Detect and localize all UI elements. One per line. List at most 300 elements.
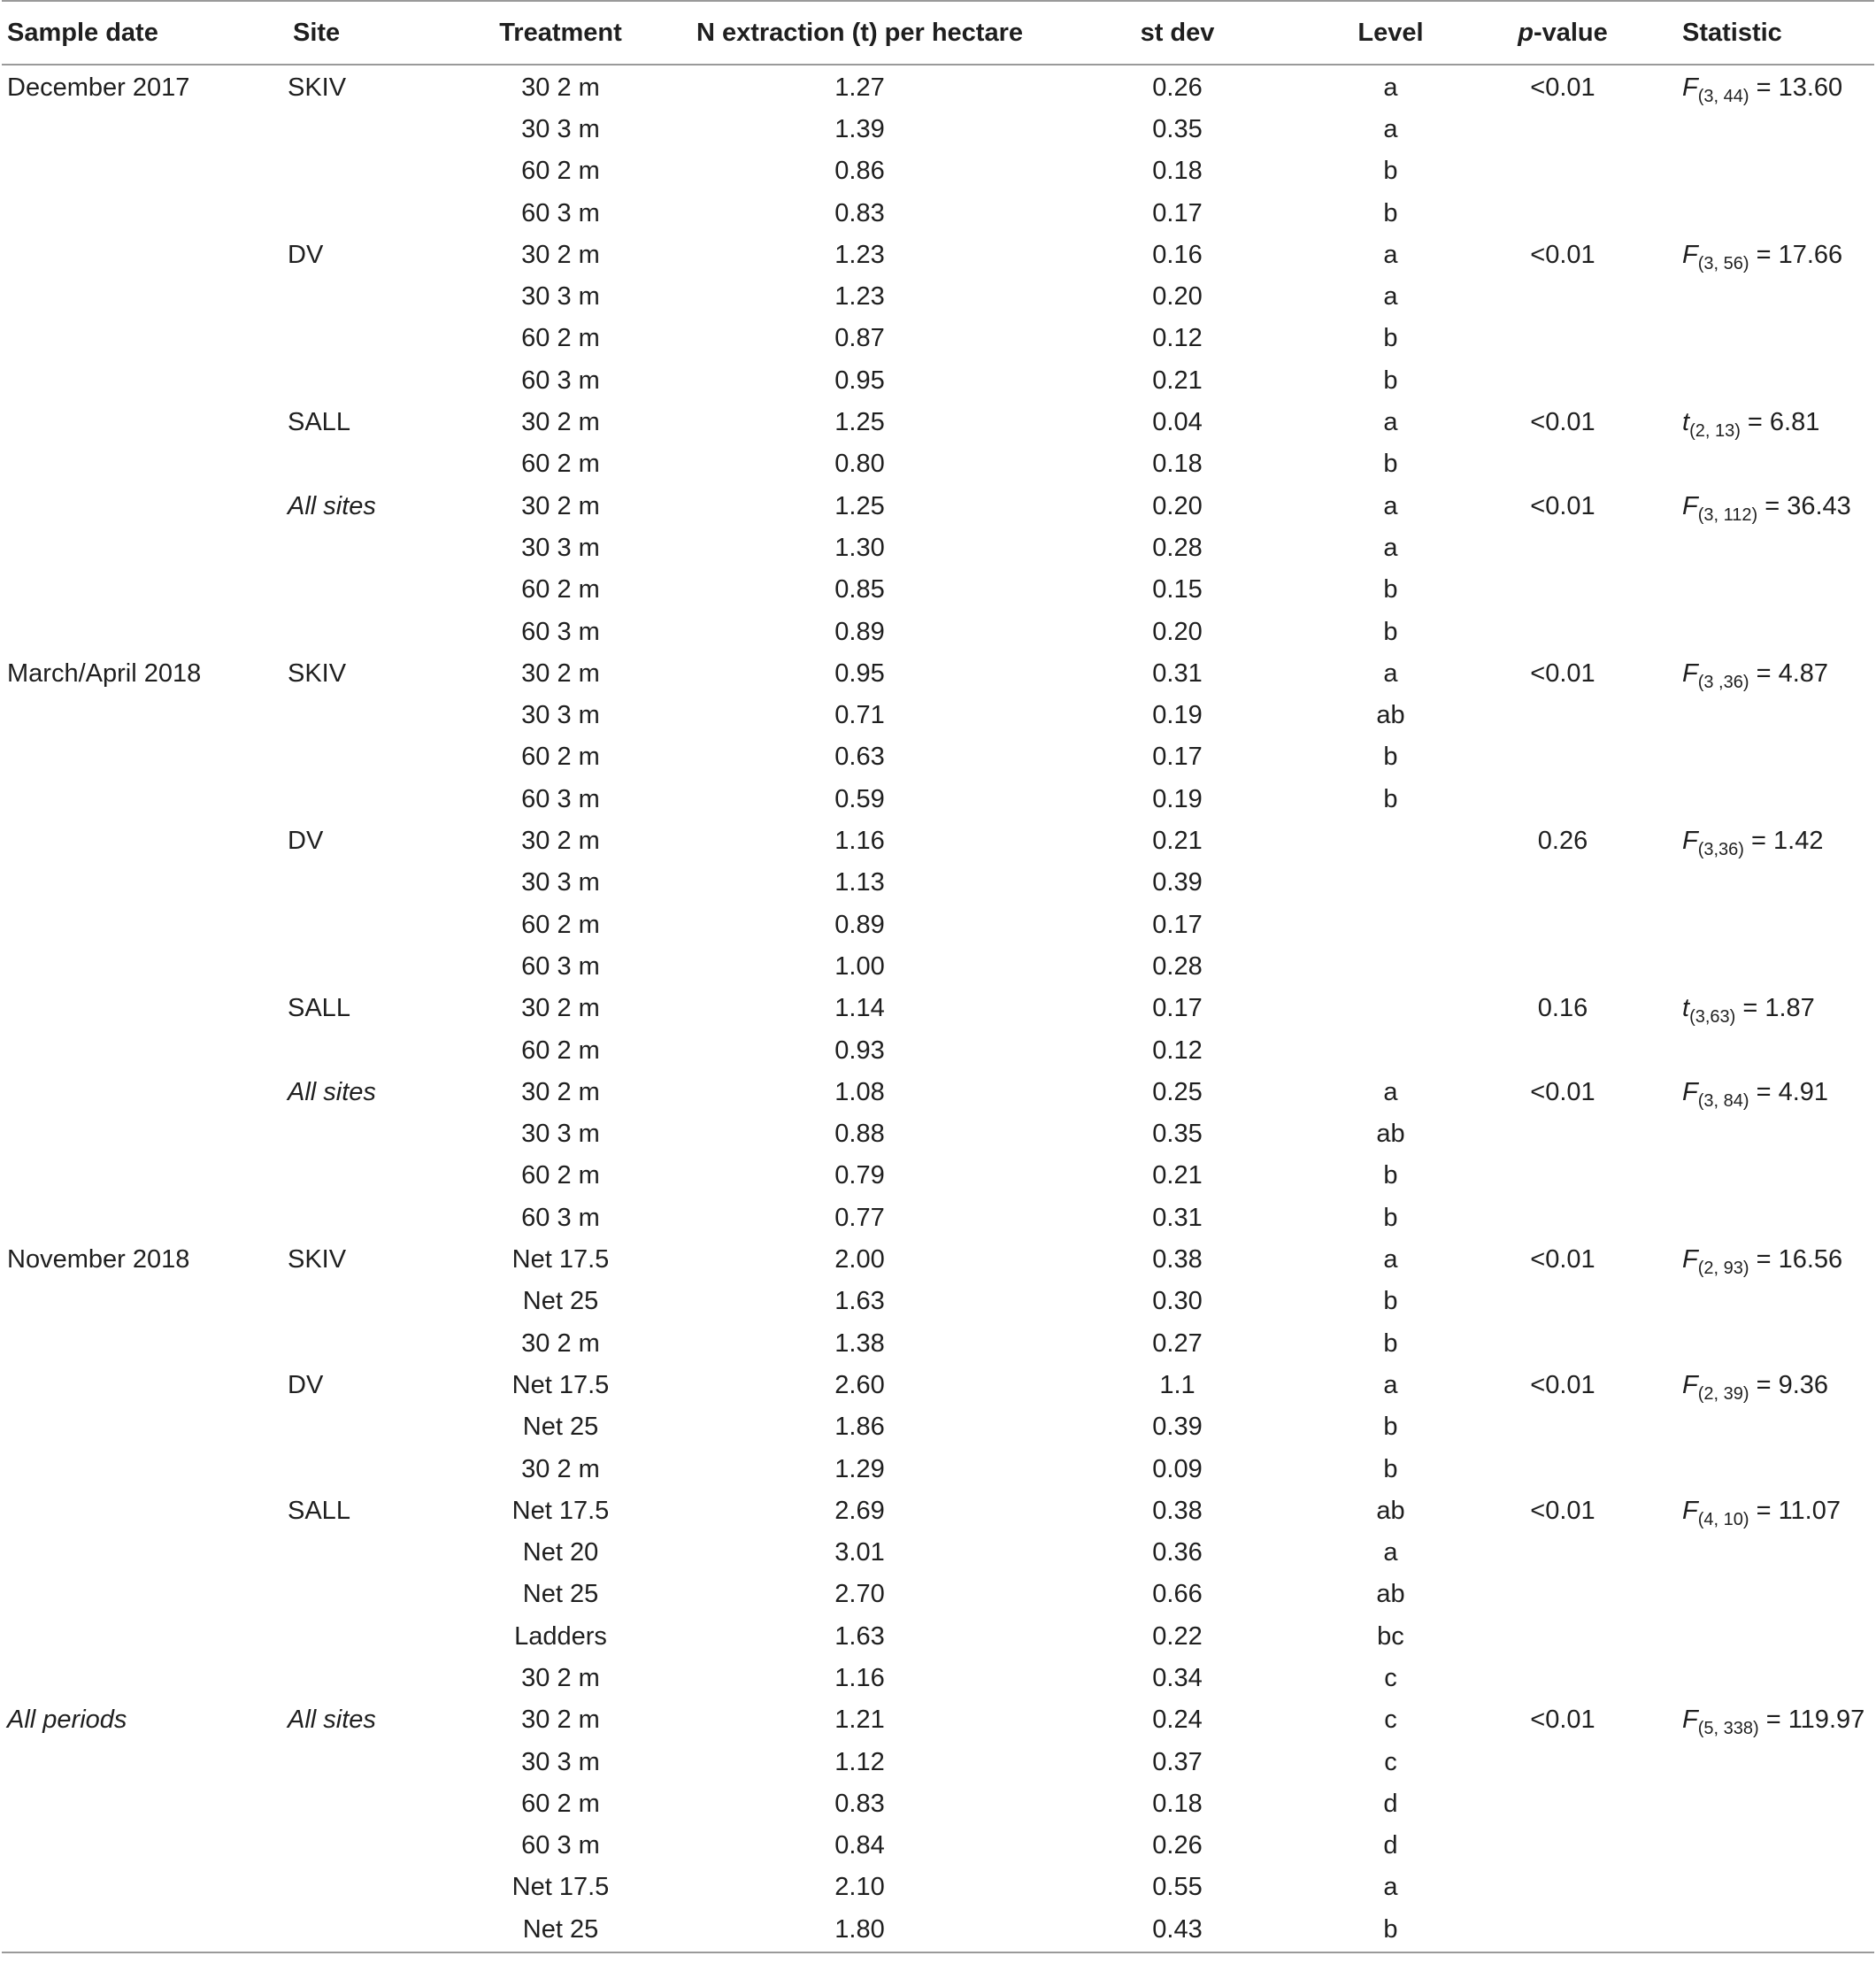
table-row xyxy=(2,1489,1874,1530)
cell-p-value xyxy=(1474,316,1651,358)
cell-site: SKIV xyxy=(288,73,347,102)
cell-level: b xyxy=(1383,1454,1398,1483)
header-row xyxy=(2,1,1874,65)
cell-n-extraction: 1.39 xyxy=(834,115,885,143)
cell-treatment: 30 2 m xyxy=(521,1328,600,1358)
cell-statistic xyxy=(1651,693,1874,735)
cell-n-extraction: 1.25 xyxy=(834,408,885,437)
cell-statistic xyxy=(1651,1572,1874,1613)
cell-st-dev: 0.66 xyxy=(1152,1580,1203,1609)
cell-statistic xyxy=(1651,1028,1874,1070)
statistic-value: = 119.97 xyxy=(1758,1706,1865,1735)
cell-treatment: 60 3 m xyxy=(521,1203,600,1232)
cell-st-dev: 0.26 xyxy=(1152,73,1203,102)
cell-statistic xyxy=(1651,1656,1874,1698)
cell-statistic xyxy=(1651,860,1874,902)
cell-level: a xyxy=(1383,1077,1398,1106)
cell-p-value xyxy=(1474,1907,1651,1952)
cell-site xyxy=(288,358,450,400)
table-row xyxy=(2,693,1874,735)
statistic-df: (4, 10) xyxy=(1697,1509,1749,1529)
table-row xyxy=(2,149,1874,190)
cell-sample-date xyxy=(2,986,288,1028)
cell-level: b xyxy=(1383,366,1398,395)
cell-site xyxy=(288,1153,450,1195)
cell-site: DV xyxy=(288,1370,324,1399)
cell-sample-date xyxy=(2,1405,288,1446)
statistic-df: (3, 112) xyxy=(1697,504,1758,525)
cell-level: b xyxy=(1383,617,1398,646)
table-row xyxy=(2,316,1874,358)
cell-sample-date xyxy=(2,610,288,651)
cell-treatment: 60 2 m xyxy=(521,743,600,772)
cell-sample-date xyxy=(2,316,288,358)
table-row xyxy=(2,1196,1874,1237)
table-row xyxy=(2,777,1874,819)
cell-site xyxy=(288,1614,450,1656)
table-row xyxy=(2,1865,1874,1906)
cell-level: ab xyxy=(1376,701,1405,730)
cell-n-extraction: 0.89 xyxy=(834,617,885,646)
cell-n-extraction: 0.93 xyxy=(834,1036,885,1065)
header-site: Site xyxy=(288,1,450,65)
cell-p-value: <0.01 xyxy=(1530,658,1595,688)
cell-level: a xyxy=(1383,1370,1398,1399)
header-n-extraction: N extraction (t) per hectare xyxy=(672,1,1048,65)
statistic-value: = 1.87 xyxy=(1735,994,1815,1023)
cell-p-value xyxy=(1474,1112,1651,1153)
table-row xyxy=(2,484,1874,526)
statistic-symbol: F xyxy=(1682,73,1698,102)
cell-level: b xyxy=(1383,1203,1398,1232)
cell-treatment: 30 2 m xyxy=(521,408,600,437)
cell-st-dev: 0.34 xyxy=(1152,1663,1203,1692)
statistic-symbol: t xyxy=(1682,994,1690,1023)
cell-statistic xyxy=(1651,1823,1874,1865)
cell-treatment: 60 2 m xyxy=(521,450,600,479)
cell-n-extraction: 0.80 xyxy=(834,450,885,479)
cell-st-dev: 0.26 xyxy=(1152,1831,1203,1860)
cell-n-extraction: 0.71 xyxy=(834,701,885,730)
table-row xyxy=(2,442,1874,483)
cell-site xyxy=(288,442,450,483)
cell-sample-date xyxy=(2,1656,288,1698)
cell-st-dev: 0.37 xyxy=(1152,1747,1203,1776)
cell-p-value xyxy=(1474,191,1651,233)
cell-treatment: 60 3 m xyxy=(521,617,600,646)
cell-treatment: 60 3 m xyxy=(521,1831,600,1860)
statistic-value: = 11.07 xyxy=(1749,1496,1841,1525)
table-row xyxy=(2,1070,1874,1112)
cell-n-extraction: 0.83 xyxy=(834,198,885,227)
cell-p-value xyxy=(1474,944,1651,986)
cell-sample-date xyxy=(2,860,288,902)
table-row xyxy=(2,65,1874,107)
table-row xyxy=(2,944,1874,986)
cell-site xyxy=(288,1321,450,1363)
cell-level: d xyxy=(1383,1789,1398,1818)
header-level: Level xyxy=(1307,1,1474,65)
cell-level: b xyxy=(1307,1907,1474,1952)
cell-p-value xyxy=(1474,1279,1651,1321)
cell-n-extraction: 1.16 xyxy=(834,827,885,856)
cell-treatment: 30 3 m xyxy=(521,701,600,730)
cell-site xyxy=(288,1823,450,1865)
cell-treatment: 30 3 m xyxy=(521,282,600,312)
cell-n-extraction: 2.10 xyxy=(834,1873,885,1902)
cell-level: c xyxy=(1384,1747,1397,1776)
cell-p-value xyxy=(1474,1614,1651,1656)
statistic-df: (3,36) xyxy=(1697,840,1744,860)
cell-st-dev: 0.16 xyxy=(1152,240,1203,269)
cell-treatment: Net 25 xyxy=(522,1580,599,1609)
statistic-df: (2, 13) xyxy=(1689,421,1741,442)
header-sample-date: Sample date xyxy=(2,1,288,65)
cell-level xyxy=(1307,860,1474,902)
cell-level: b xyxy=(1383,1413,1398,1442)
statistic-symbol: F xyxy=(1682,1706,1698,1735)
header-treatment: Treatment xyxy=(450,1,672,65)
cell-statistic xyxy=(1651,651,1874,693)
cell-site xyxy=(288,1656,450,1698)
cell-sample-date xyxy=(2,693,288,735)
table-row xyxy=(2,1028,1874,1070)
cell-sample-date xyxy=(2,191,288,233)
table-row xyxy=(2,1321,1874,1363)
cell-sample-date xyxy=(2,944,288,986)
table-row xyxy=(2,1279,1874,1321)
cell-statistic xyxy=(1651,1153,1874,1195)
cell-treatment: 60 3 m xyxy=(521,784,600,813)
statistic-symbol: F xyxy=(1682,240,1698,269)
header-st-dev: st dev xyxy=(1048,1,1307,65)
cell-site: All sites xyxy=(288,491,376,520)
table-row xyxy=(2,1740,1874,1782)
cell-n-extraction: 2.70 xyxy=(834,1580,885,1609)
cell-st-dev: 0.17 xyxy=(1152,743,1203,772)
cell-level xyxy=(1307,903,1474,944)
cell-p-value: <0.01 xyxy=(1530,1706,1595,1735)
cell-n-extraction: 1.38 xyxy=(834,1328,885,1358)
cell-treatment: 60 2 m xyxy=(521,910,600,939)
cell-treatment: 60 3 m xyxy=(521,366,600,395)
cell-st-dev: 0.30 xyxy=(1152,1287,1203,1316)
cell-site xyxy=(288,1028,450,1070)
cell-site: SALL xyxy=(288,994,350,1023)
cell-site xyxy=(288,1907,450,1952)
table-row xyxy=(2,191,1874,233)
cell-n-extraction: 1.80 xyxy=(672,1907,1048,1952)
cell-p-value xyxy=(1474,526,1651,567)
cell-st-dev: 0.04 xyxy=(1152,408,1203,437)
cell-st-dev: 0.20 xyxy=(1152,282,1203,312)
cell-treatment: 60 3 m xyxy=(521,951,600,981)
cell-sample-date xyxy=(2,1363,288,1405)
cell-sample-date xyxy=(2,442,288,483)
cell-p-value xyxy=(1474,1405,1651,1446)
cell-sample-date xyxy=(2,1530,288,1572)
cell-statistic xyxy=(1651,233,1874,274)
cell-site xyxy=(288,735,450,776)
cell-sample-date xyxy=(2,149,288,190)
cell-level: a xyxy=(1383,282,1398,312)
cell-treatment: 60 2 m xyxy=(521,157,600,186)
cell-n-extraction: 0.86 xyxy=(834,157,885,186)
cell-sample-date: All periods xyxy=(7,1706,127,1735)
statistic-symbol: F xyxy=(1682,1496,1698,1525)
cell-n-extraction: 1.12 xyxy=(834,1747,885,1776)
cell-p-value: <0.01 xyxy=(1530,491,1595,520)
cell-n-extraction: 1.86 xyxy=(834,1413,885,1442)
cell-statistic xyxy=(1651,1321,1874,1363)
cell-st-dev: 0.12 xyxy=(1152,324,1203,353)
cell-st-dev: 0.28 xyxy=(1152,951,1203,981)
cell-st-dev: 0.18 xyxy=(1152,1789,1203,1818)
statistic-value: = 4.91 xyxy=(1749,1077,1829,1106)
cell-treatment: Ladders xyxy=(514,1621,607,1651)
cell-treatment: Net 17.5 xyxy=(511,1873,610,1902)
table-row xyxy=(2,1572,1874,1613)
cell-statistic xyxy=(1651,65,1874,107)
cell-sample-date xyxy=(2,1321,288,1363)
cell-site xyxy=(288,1447,450,1489)
cell-sample-date xyxy=(2,1907,288,1952)
table-row xyxy=(2,651,1874,693)
statistic-df: (3, 56) xyxy=(1697,253,1749,273)
cell-level: a xyxy=(1383,1538,1398,1567)
cell-n-extraction: 0.88 xyxy=(834,1120,885,1149)
cell-statistic xyxy=(1651,1196,1874,1237)
cell-treatment: 30 2 m xyxy=(521,240,600,269)
cell-level xyxy=(1307,1028,1474,1070)
cell-treatment: 30 3 m xyxy=(521,1747,600,1776)
cell-st-dev: 0.20 xyxy=(1152,617,1203,646)
cell-sample-date xyxy=(2,1112,288,1153)
cell-n-extraction: 1.23 xyxy=(834,240,885,269)
table-row xyxy=(2,1153,1874,1195)
cell-level: a xyxy=(1383,1245,1398,1274)
cell-statistic xyxy=(1651,567,1874,609)
cell-st-dev: 0.36 xyxy=(1152,1538,1203,1567)
cell-st-dev: 0.39 xyxy=(1152,868,1203,897)
cell-p-value: 0.26 xyxy=(1537,827,1588,856)
cell-level: ab xyxy=(1376,1580,1405,1609)
table-row xyxy=(2,1237,1874,1279)
cell-treatment: 30 2 m xyxy=(521,491,600,520)
cell-treatment: 60 2 m xyxy=(521,1789,600,1818)
cell-p-value: <0.01 xyxy=(1530,1077,1595,1106)
cell-level xyxy=(1307,944,1474,986)
statistic-value: = 9.36 xyxy=(1749,1370,1829,1399)
n-extraction-table xyxy=(2,0,1874,1953)
cell-site xyxy=(288,191,450,233)
cell-treatment: Net 25 xyxy=(522,1413,599,1442)
table-row xyxy=(2,358,1874,400)
cell-st-dev: 0.43 xyxy=(1048,1907,1307,1952)
cell-n-extraction: 0.95 xyxy=(834,366,885,395)
statistic-df: (3 ,36) xyxy=(1697,672,1749,692)
cell-treatment: Net 17.5 xyxy=(511,1245,610,1274)
cell-treatment: 60 2 m xyxy=(521,324,600,353)
cell-n-extraction: 1.23 xyxy=(834,282,885,312)
cell-treatment: Net 25 xyxy=(522,1287,599,1316)
cell-n-extraction: 1.00 xyxy=(834,951,885,981)
cell-level: a xyxy=(1383,1873,1398,1902)
table-row xyxy=(2,1530,1874,1572)
cell-level: d xyxy=(1383,1831,1398,1860)
cell-p-value xyxy=(1474,1865,1651,1906)
table-row xyxy=(2,567,1874,609)
statistic-value: = 4.87 xyxy=(1749,658,1829,688)
cell-sample-date xyxy=(2,1782,288,1823)
cell-statistic xyxy=(1651,1740,1874,1782)
cell-n-extraction: 1.25 xyxy=(834,491,885,520)
cell-statistic xyxy=(1651,1363,1874,1405)
cell-treatment: 30 2 m xyxy=(521,994,600,1023)
cell-treatment: Net 20 xyxy=(522,1538,599,1567)
header-statistic: Statistic xyxy=(1651,1,1874,65)
cell-n-extraction: 1.63 xyxy=(834,1287,885,1316)
table-row xyxy=(2,1405,1874,1446)
cell-level: a xyxy=(1383,240,1398,269)
cell-site xyxy=(288,860,450,902)
cell-site xyxy=(288,274,450,316)
cell-n-extraction: 1.63 xyxy=(834,1621,885,1651)
cell-site: SALL xyxy=(288,1496,350,1525)
cell-p-value xyxy=(1474,1447,1651,1489)
statistic-df: (3, 84) xyxy=(1697,1090,1749,1111)
cell-sample-date xyxy=(2,903,288,944)
cell-sample-date xyxy=(2,1489,288,1530)
cell-statistic xyxy=(1651,944,1874,986)
cell-treatment: Net 17.5 xyxy=(511,1370,610,1399)
cell-site xyxy=(288,107,450,149)
cell-treatment: 60 3 m xyxy=(521,198,600,227)
cell-n-extraction: 2.69 xyxy=(834,1496,885,1525)
cell-st-dev: 0.19 xyxy=(1152,701,1203,730)
cell-st-dev: 0.21 xyxy=(1152,366,1203,395)
cell-p-value xyxy=(1474,107,1651,149)
cell-treatment: 30 3 m xyxy=(521,1120,600,1149)
cell-level: b xyxy=(1383,743,1398,772)
cell-st-dev: 0.31 xyxy=(1152,1203,1203,1232)
cell-treatment: 30 2 m xyxy=(521,1454,600,1483)
cell-treatment: 30 2 m xyxy=(521,658,600,688)
cell-sample-date xyxy=(2,1740,288,1782)
cell-statistic xyxy=(1651,1405,1874,1446)
cell-st-dev: 0.22 xyxy=(1152,1621,1203,1651)
cell-treatment: 30 3 m xyxy=(521,533,600,562)
cell-level xyxy=(1307,986,1474,1028)
cell-treatment: 30 3 m xyxy=(521,868,600,897)
cell-treatment: 30 2 m xyxy=(521,73,600,102)
statistic-value: = 17.66 xyxy=(1749,240,1843,269)
cell-n-extraction: 0.95 xyxy=(834,658,885,688)
cell-site xyxy=(288,944,450,986)
cell-sample-date xyxy=(2,1028,288,1070)
cell-site xyxy=(288,693,450,735)
cell-statistic xyxy=(1651,1237,1874,1279)
cell-sample-date xyxy=(2,358,288,400)
cell-st-dev: 0.09 xyxy=(1152,1454,1203,1483)
cell-p-value: <0.01 xyxy=(1530,1245,1595,1274)
cell-st-dev: 0.12 xyxy=(1152,1036,1203,1065)
cell-statistic xyxy=(1651,777,1874,819)
header-p-value xyxy=(1474,1,1651,65)
cell-site xyxy=(288,1865,450,1906)
cell-st-dev: 0.24 xyxy=(1152,1706,1203,1735)
cell-sample-date xyxy=(2,1447,288,1489)
table-body xyxy=(2,65,1874,1952)
cell-site xyxy=(288,903,450,944)
cell-level: a xyxy=(1383,408,1398,437)
cell-statistic xyxy=(1651,1530,1874,1572)
cell-sample-date xyxy=(2,1196,288,1237)
cell-treatment: 60 2 m xyxy=(521,575,600,604)
statistic-value: = 16.56 xyxy=(1749,1245,1843,1274)
cell-sample-date xyxy=(2,1865,288,1906)
cell-sample-date xyxy=(2,107,288,149)
cell-n-extraction: 0.84 xyxy=(834,1831,885,1860)
cell-p-value: <0.01 xyxy=(1530,408,1595,437)
statistic-df: (2, 93) xyxy=(1697,1259,1749,1279)
cell-sample-date xyxy=(2,400,288,442)
cell-p-value xyxy=(1474,442,1651,483)
table-row xyxy=(2,860,1874,902)
cell-st-dev: 0.35 xyxy=(1152,1120,1203,1149)
cell-st-dev: 0.20 xyxy=(1152,491,1203,520)
cell-p-value xyxy=(1474,1823,1651,1865)
cell-site xyxy=(288,526,450,567)
cell-n-extraction: 2.00 xyxy=(834,1245,885,1274)
cell-statistic xyxy=(1651,274,1874,316)
cell-statistic xyxy=(1651,400,1874,442)
cell-n-extraction: 0.89 xyxy=(834,910,885,939)
cell-p-value xyxy=(1474,358,1651,400)
cell-statistic xyxy=(1651,526,1874,567)
statistic-symbol: F xyxy=(1682,658,1698,688)
cell-p-value: <0.01 xyxy=(1530,240,1595,269)
cell-n-extraction: 3.01 xyxy=(834,1538,885,1567)
cell-n-extraction: 0.83 xyxy=(834,1789,885,1818)
cell-sample-date xyxy=(2,274,288,316)
cell-treatment: 30 2 m xyxy=(521,1077,600,1106)
cell-site xyxy=(288,1279,450,1321)
cell-level: bc xyxy=(1377,1621,1404,1651)
statistic-value: = 6.81 xyxy=(1740,408,1820,437)
cell-st-dev: 0.21 xyxy=(1152,1161,1203,1190)
cell-p-value xyxy=(1474,693,1651,735)
cell-statistic xyxy=(1651,442,1874,483)
cell-p-value: <0.01 xyxy=(1530,1370,1595,1399)
cell-site: DV xyxy=(288,240,324,269)
cell-sample-date xyxy=(2,526,288,567)
cell-p-value: <0.01 xyxy=(1530,73,1595,102)
table-row xyxy=(2,735,1874,776)
cell-p-value: 0.16 xyxy=(1537,994,1588,1023)
cell-level: b xyxy=(1383,575,1398,604)
cell-level: b xyxy=(1383,324,1398,353)
table-row xyxy=(2,1907,1874,1952)
cell-statistic xyxy=(1651,735,1874,776)
cell-sample-date: November 2018 xyxy=(7,1245,190,1274)
table-row xyxy=(2,903,1874,944)
cell-level: b xyxy=(1383,1161,1398,1190)
cell-p-value xyxy=(1474,860,1651,902)
cell-n-extraction: 0.63 xyxy=(834,743,885,772)
cell-p-value xyxy=(1474,274,1651,316)
cell-n-extraction: 1.27 xyxy=(834,73,885,102)
